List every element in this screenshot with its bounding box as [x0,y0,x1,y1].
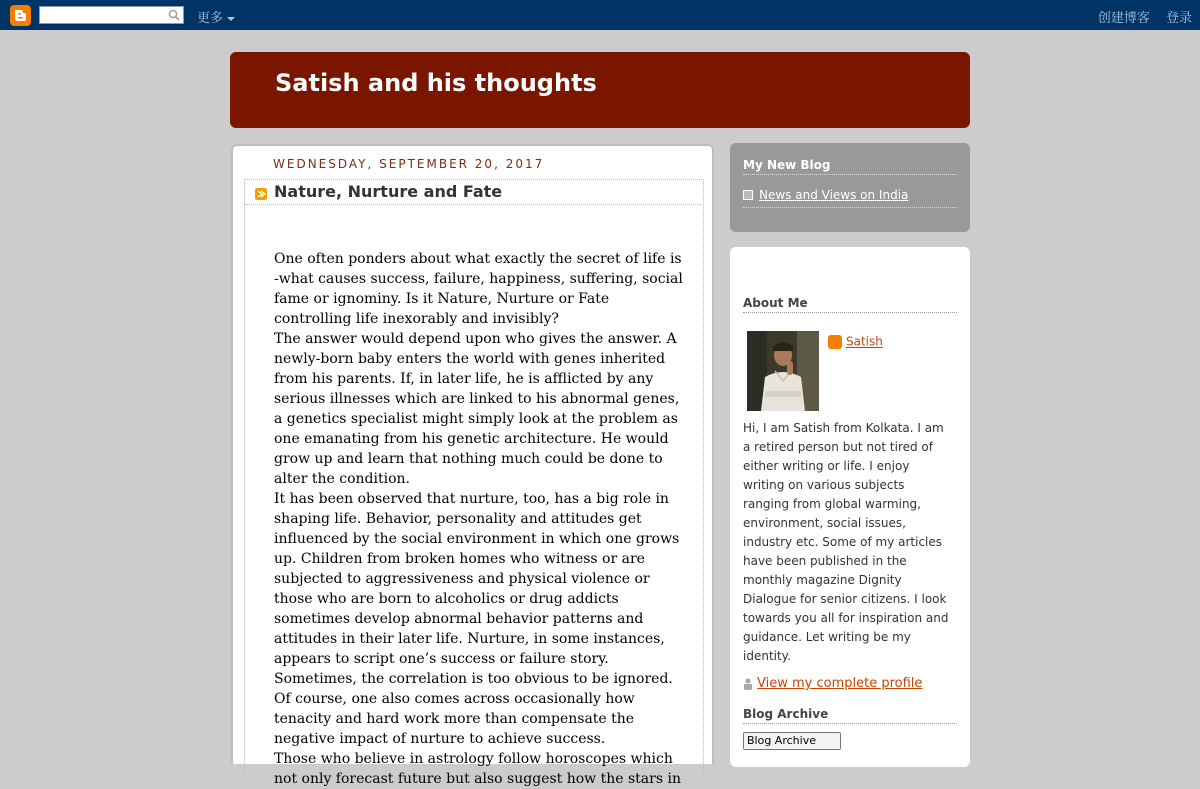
blog-archive-select[interactable] [743,732,841,750]
login-link[interactable]: 登录 [1165,11,1192,26]
bullet-icon [743,190,753,200]
navbar-search-box [39,6,184,24]
profile-name-link[interactable]: Satish [846,334,883,349]
navbar-more-label: 更多 [197,11,224,26]
chevron-down-icon [227,16,235,22]
post-date: WEDNESDAY, SEPTEMBER 20, 2017 [273,157,545,171]
blog-archive-select-value: Blog Archive [747,734,816,747]
blog-archive-heading: Blog Archive [743,707,957,724]
post-paragraph: It has been observed that nurture, too, has a big role in shaping life. Behavior, personality and attitudes get influenced by the social environment in which one grows up. Children from broken homes who witness or are subjected to aggressiveness and physical violence or those who are born to alcoholics or drug addicts sometimes develop abnormal behavior patterns and attitudes in their later life. Nurture, in some instances, appears to script one’s success or failure story. Sometimes, the correlation is too obvious to be ignored. Of course, one also comes across occasionally how tenacity and hard work more than compensate the negative impact of nurture to achieve success. [274,491,680,747]
post-paragraph: Those who believe in astrology follow horoscopes which not only forecast future but also suggest how the stars in [274,751,681,787]
blog-header [230,52,970,128]
view-profile-link[interactable]: View my complete profile [757,676,923,691]
main-content [231,144,714,787]
profile-photo [747,331,819,411]
view-profile-row [743,673,922,692]
create-blog-link[interactable]: 创建博客 [1097,11,1150,26]
person-icon [743,678,753,690]
navbar-search-input[interactable] [42,8,160,22]
new-blog-heading: My New Blog [743,158,957,175]
blogger-b-icon [13,8,28,23]
avatar[interactable] [747,331,819,411]
post-arrow-icon [255,188,267,200]
navbar-more-menu[interactable] [197,7,235,26]
sidebar-new-blog-widget [730,143,970,232]
about-me-text: Hi, I am Satish from Kolkata. I am a retired person but not tired of either writing or life. I enjoy writing on various subjects ranging from global warming, environment, social issues, industry etc. Some of my articles have been published in the monthly magazine Dignity Dialogue for senior citizens. I look towards you all for inspiration and guidance. Let writing be my identity. [743,421,949,663]
search-icon[interactable] [168,9,180,21]
post-paragraph: The answer would depend upon who gives the answer. A newly-born baby enters the world with genes inherited from his parents. If, in later life, he is afflicted by any serious illnesses which are linked to his abnormal genes, a genetics specialist might simply look at the problem as one emanating from his genetic architecture. He would grow up and learn that nothing much could be done to alter the condition. [274,331,680,487]
divider [244,204,702,205]
post-title[interactable]: Nature, Nurture and Fate [274,182,503,201]
blogger-profile-icon [828,335,842,349]
about-me-heading: About Me [743,296,957,313]
post-paragraph: One often ponders about what exactly the secret of life is -what causes success, failure, happiness, suffering, social fame or ignominy. Is it Nature, Nurture or Fate controlling life inexorably and invisibly? [274,251,683,327]
navbar-right-links [1086,7,1192,26]
sidebar-about-widget [730,247,970,767]
new-blog-link[interactable]: News and Views on India [759,188,909,202]
blog-title[interactable]: Satish and his thoughts [275,69,597,97]
navbar [0,0,1200,30]
blogger-logo-icon[interactable] [10,5,31,26]
post-body [274,249,688,789]
profile-name-row [828,331,883,350]
new-blog-link-row [743,184,957,208]
